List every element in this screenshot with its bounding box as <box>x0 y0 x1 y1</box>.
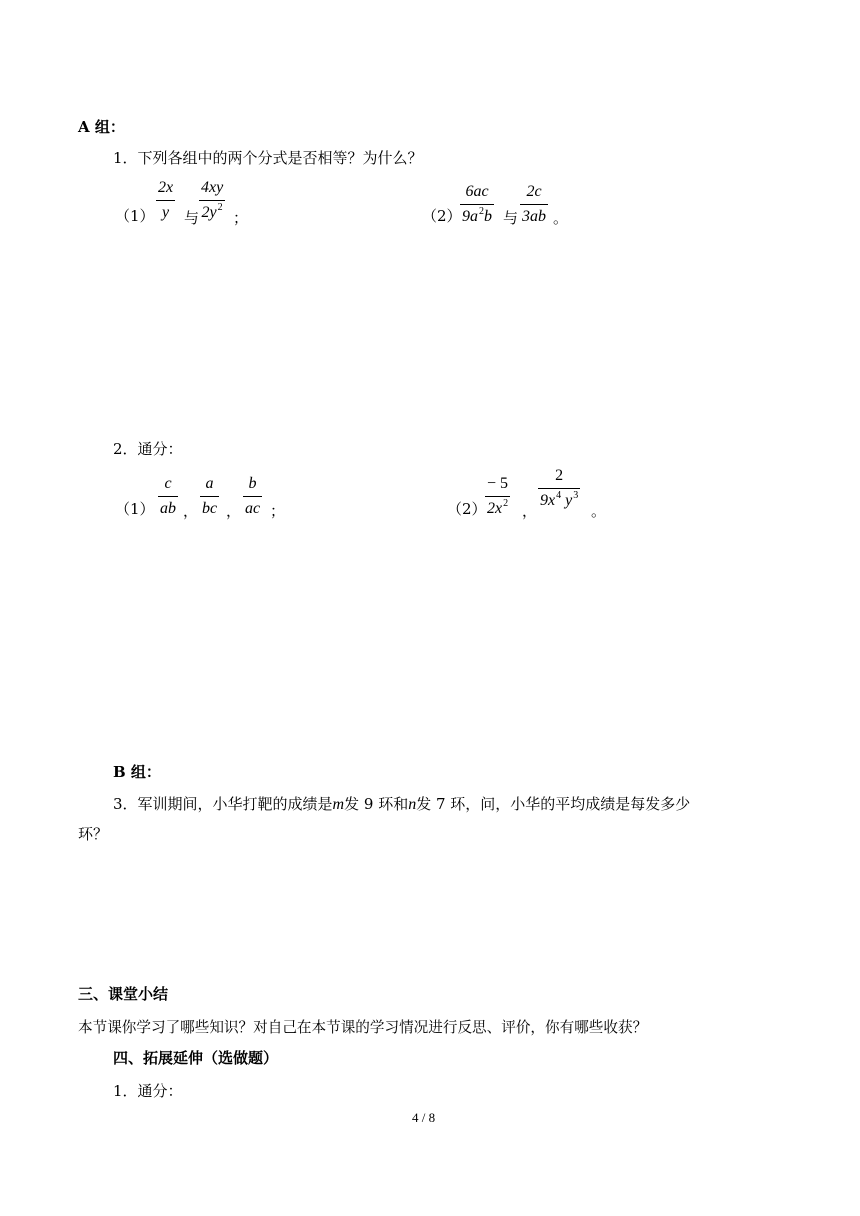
page-number: 4 / 8 <box>412 1110 436 1125</box>
q1-part1-connector: 与 <box>184 209 200 227</box>
section-3-heading: 三、课堂小结 <box>78 985 169 1003</box>
q1-part2-fraction-1 <box>460 182 494 229</box>
fraction-numerator: a <box>205 475 214 492</box>
q1-part1-label: （1） <box>115 207 155 225</box>
fraction-bar <box>538 488 580 489</box>
q1-part1-fraction-2 <box>199 178 225 225</box>
fraction-denominator: $9a^2b$ <box>462 206 492 225</box>
fraction-denominator: 3ab <box>522 208 546 225</box>
q2-comma-1: ， <box>183 502 199 520</box>
q1-part2-label: （2） <box>422 207 462 225</box>
q2-comma-2: ， <box>226 502 242 520</box>
fraction-denominator: ab <box>160 500 176 517</box>
question-3-line-1: 3．军训期间，小华打靶的成绩是m发 9 环和n发 7 环，问，小华的平均成绩是每发多少 <box>113 795 691 813</box>
group-a-heading: A 组： <box>78 118 125 136</box>
question-2-stem: 2．通分： <box>113 440 183 458</box>
q1-part1-end-mark: ； <box>233 209 249 227</box>
fraction-numerator: b <box>248 475 257 492</box>
q2-part1-fraction-1 <box>158 474 178 519</box>
q2-comma-3: ， <box>522 502 538 520</box>
fraction-bar <box>520 204 548 205</box>
fraction-denominator: bc <box>202 500 218 517</box>
question-3-line-2: 环？ <box>78 825 109 843</box>
section-4-question-1: 1．通分： <box>113 1082 183 1100</box>
question-1-stem: 1．下列各组中的两个分式是否相等？为什么？ <box>113 149 423 167</box>
q2-part2-end-mark: 。 <box>591 502 607 520</box>
fraction-numerator: 2x <box>158 179 174 196</box>
fraction-denominator: $9x^4$ $y^3$ <box>540 490 579 509</box>
q1-part2-connector: 与 <box>503 209 519 227</box>
q1-part2-end-mark: 。 <box>553 209 569 227</box>
fraction-numerator: 4xy <box>201 179 224 196</box>
q2-part2-fraction-2 <box>538 466 580 513</box>
fraction-bar <box>158 496 178 497</box>
q1-part1-fraction-1 <box>156 178 175 223</box>
fraction-numerator: 6ac <box>465 183 489 200</box>
fraction-denominator: ac <box>245 500 261 517</box>
q2-part1-fraction-2 <box>200 474 219 519</box>
section-4-heading: 四、拓展延伸（选做题） <box>113 1049 279 1067</box>
fraction-bar <box>460 204 494 205</box>
fraction-numerator: c <box>164 475 172 492</box>
fraction-denominator: $2y^2$ <box>201 202 223 221</box>
q2-part1-fraction-3 <box>243 474 262 519</box>
q2-part2-label: （2） <box>447 500 487 518</box>
q2-part1-end-mark: ； <box>270 502 286 520</box>
fraction-numerator: − 5 <box>487 475 509 492</box>
fraction-denominator: y <box>162 204 170 221</box>
fraction-bar <box>200 496 219 497</box>
group-b-heading: B 组： <box>113 763 161 781</box>
fraction-numerator: 2c <box>526 183 542 200</box>
fraction-bar <box>156 200 175 201</box>
q1-part2-fraction-2 <box>520 182 548 227</box>
fraction-denominator: $2x^2$ <box>487 498 509 517</box>
fraction-bar <box>199 200 225 201</box>
fraction-numerator: 2 <box>555 467 564 484</box>
fraction-bar <box>243 496 262 497</box>
q2-part2-fraction-1 <box>485 474 510 521</box>
fraction-bar <box>485 496 510 497</box>
q2-part1-label: （1） <box>115 500 155 518</box>
section-3-body: 本节课你学习了哪些知识？对自己在本节课的学习情况进行反思、评价，你有哪些收获？ <box>78 1019 648 1036</box>
